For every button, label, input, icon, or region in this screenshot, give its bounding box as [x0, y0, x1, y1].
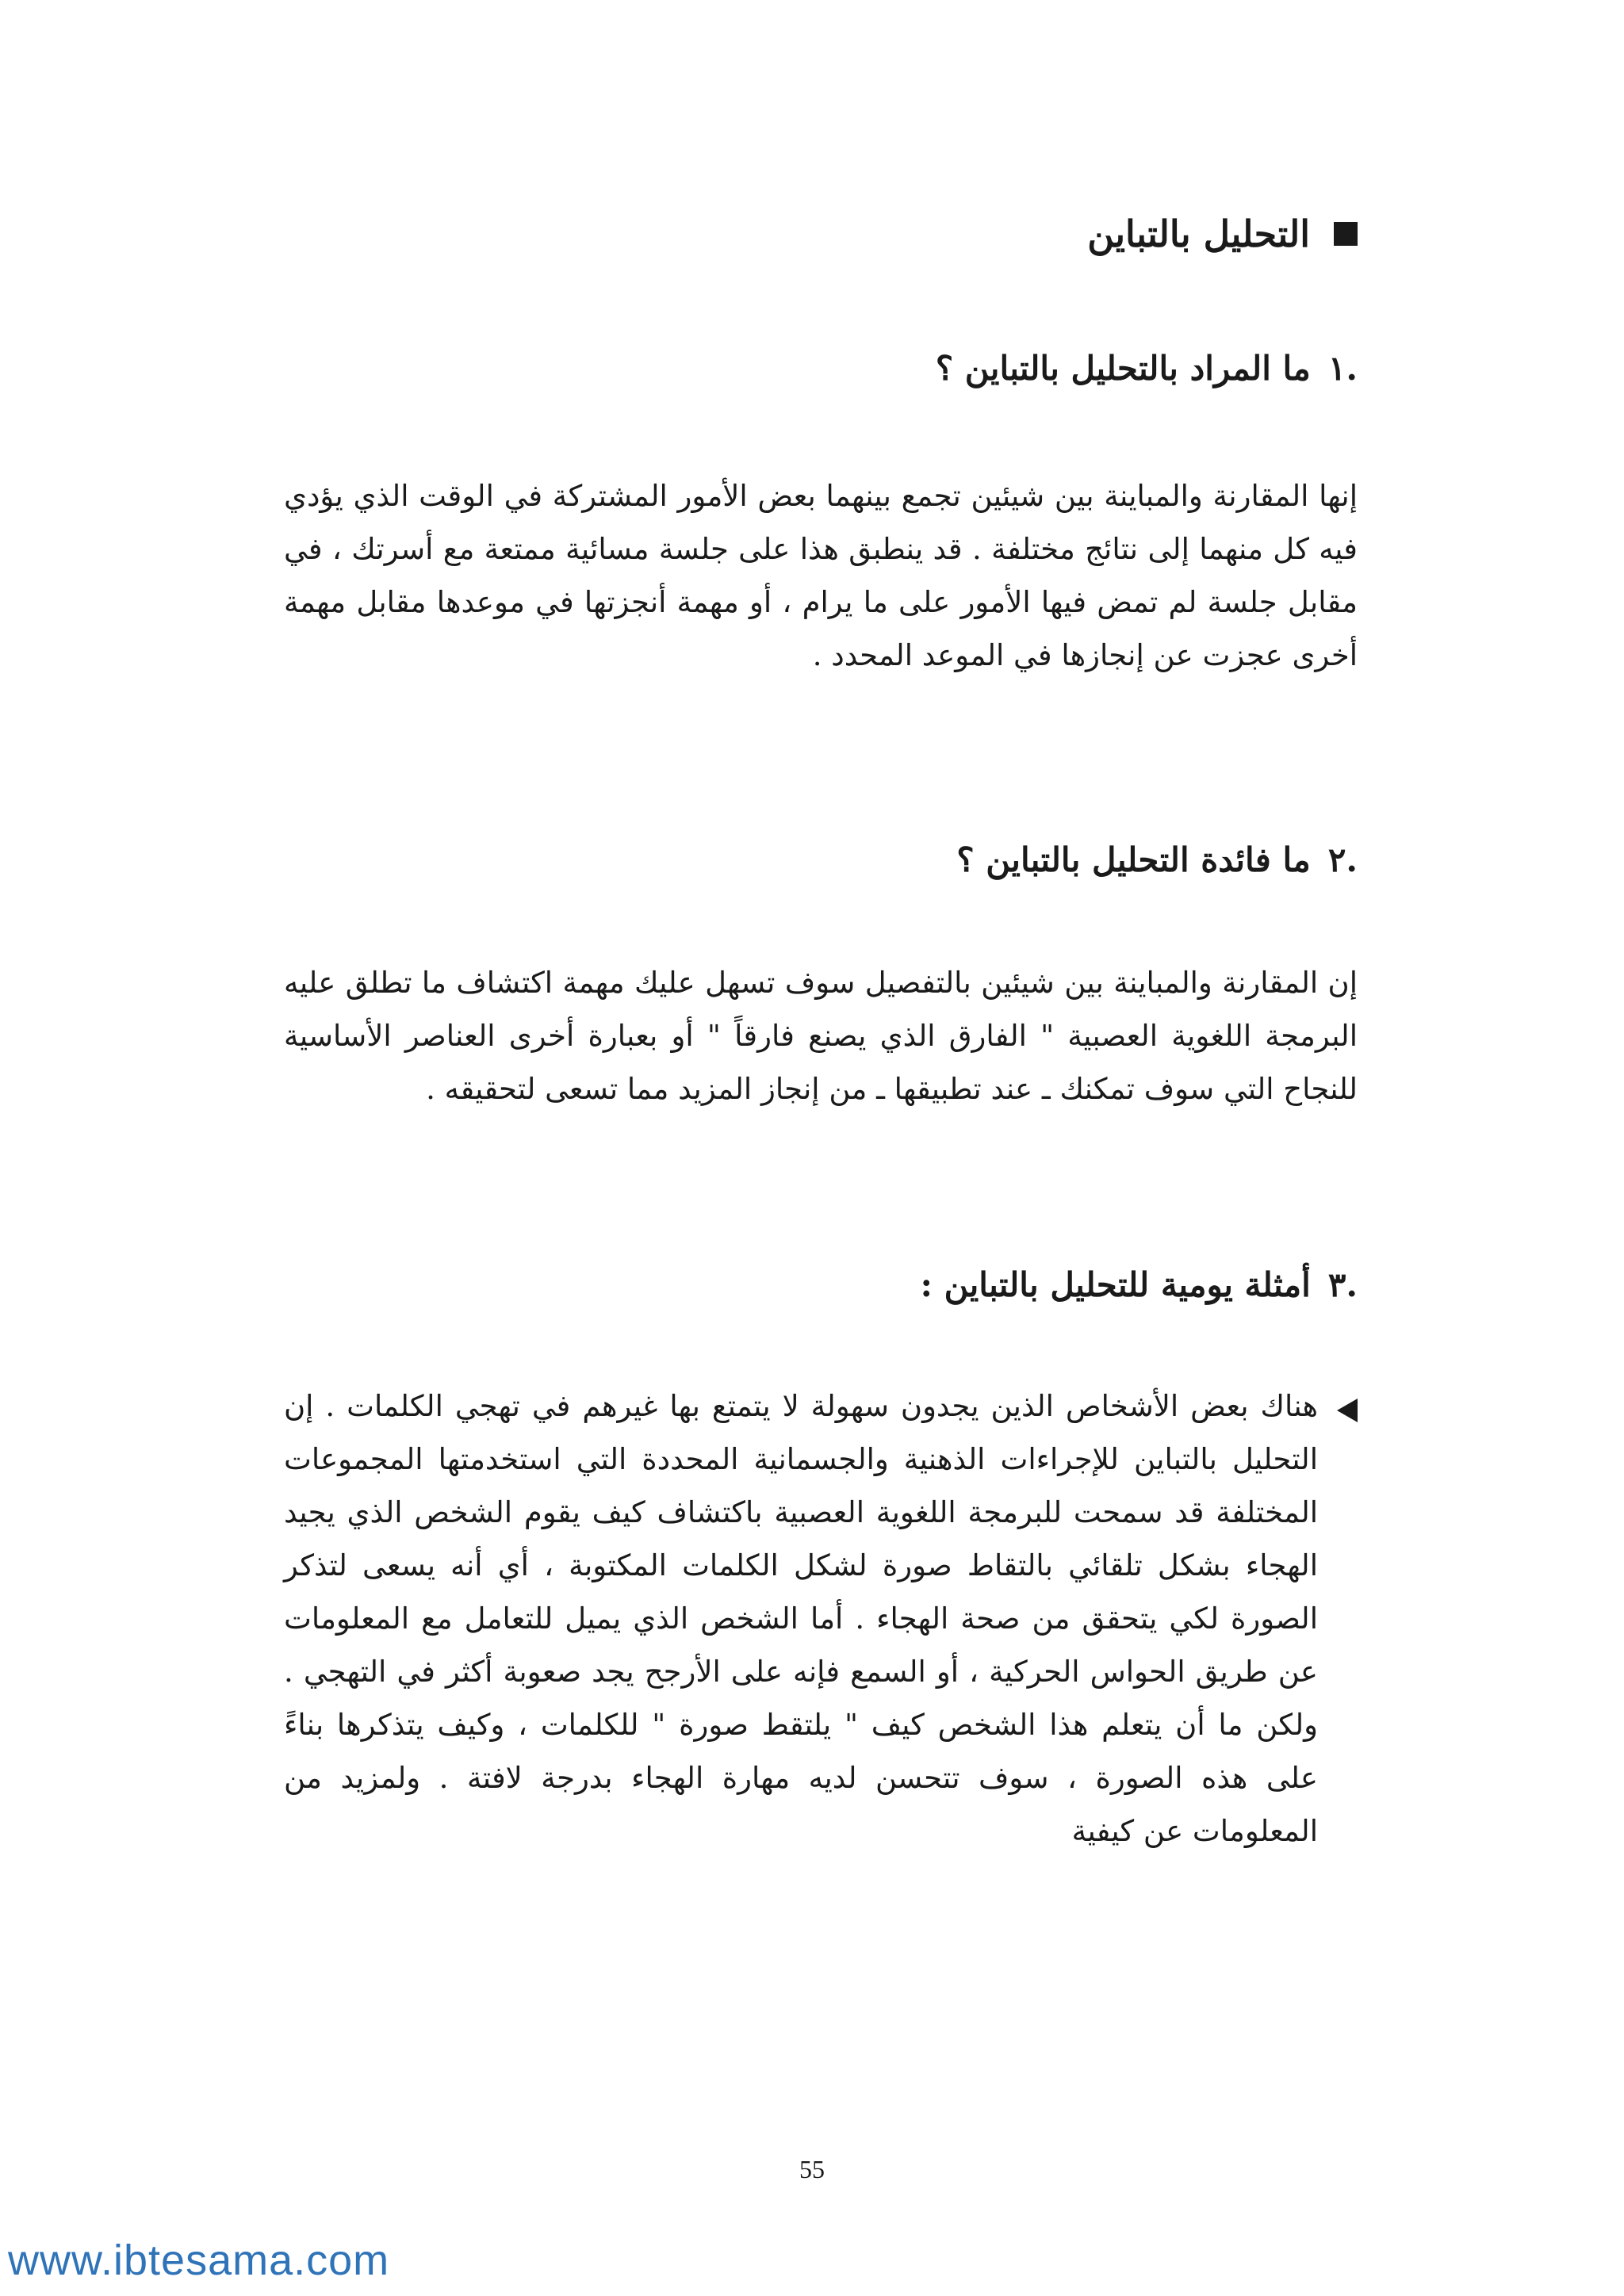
question-2-text: ما فائدة التحليل بالتباين ؟ — [956, 840, 1311, 879]
paragraph-definition: إنها المقارنة والمباينة بين شيئين تجمع بينهما بعض الأمور المشتركة في الوقت الذي يؤدي فيه كل منهما إلى نتائج مختلفة . قد ينطبق هذا على جلسة مسائية ممتعة مع أسرتك ، في مقابل جلسة لم تمض فيها الأمور على ما يرام ، أو مهمة أنجزتها في موعدها مقابل مهمة أخرى عجزت عن إنجازها في الموعد المحدد . — [284, 479, 1358, 672]
question-2 — [956, 840, 1358, 879]
page-number: 55 — [799, 2155, 825, 2183]
question-2-number: .٢ — [1327, 840, 1358, 879]
question-1 — [936, 349, 1358, 388]
triangle-bullet-icon — [1337, 1399, 1358, 1422]
question-1-text: ما المراد بالتحليل بالتباين ؟ — [935, 349, 1311, 388]
question-3 — [921, 1265, 1358, 1304]
square-bullet-icon — [1334, 222, 1358, 246]
bullet-text: هناك بعض الأشخاص الذين يجدون سهولة لا يتمتع بها غيرهم في تهجي الكلمات . إن التحليل بالتباين للإجراءات الذهنية والجسمانية المحددة التي استخدمتها المجموعات المختلفة قد سمحت للبرمجة اللغوية العصبية باكتشاف كيف يقوم الشخص الذي يجيد الهجاء بشكل تلقائي بالتقاط صورة لشكل الكلمات المكتوبة ، أي أنه يسعى لتذكر الصورة لكي يتحقق من صحة الهجاء . أما الشخص الذي يميل للتعامل مع المعلومات عن طريق الحواس الحركية ، أو السمع فإنه على الأرجح يجد صعوبة أكثر في التهجي . ولكن ما أن يتعلم هذا الشخص كيف " يلتقط صورة " للكلمات ، وكيف يتذكرها بناءً على هذه الصورة ، سوف تتحسن لديه مهارة الهجاء بدرجة لافتة . ولمزيد من المعلومات عن كيفية — [284, 1389, 1318, 1848]
bullet-item — [284, 1380, 1358, 1858]
question-3-number: .٣ — [1327, 1265, 1358, 1304]
watermark-link[interactable]: www.ibtesama.com — [8, 2237, 390, 2284]
question-1-number: .١ — [1327, 349, 1358, 388]
section-title-text: التحليل بالتباين — [1087, 212, 1310, 255]
question-3-text: أمثلة يومية للتحليل بالتباين : — [920, 1265, 1311, 1304]
paragraph-benefit: إن المقارنة والمباينة بين شيئين بالتفصيل سوف تسهل عليك مهمة اكتشاف ما تطلق عليه البرمجة اللغوية العصبية " الفارق الذي يصنع فارقاً " أو بعبارة أخرى العناصر الأساسية للنجاح التي سوف تمكنك ـ عند تطبيقها ـ من إنجاز المزيد مما تسعى لتحقيقه . — [284, 966, 1358, 1106]
section-heading — [1087, 212, 1358, 255]
